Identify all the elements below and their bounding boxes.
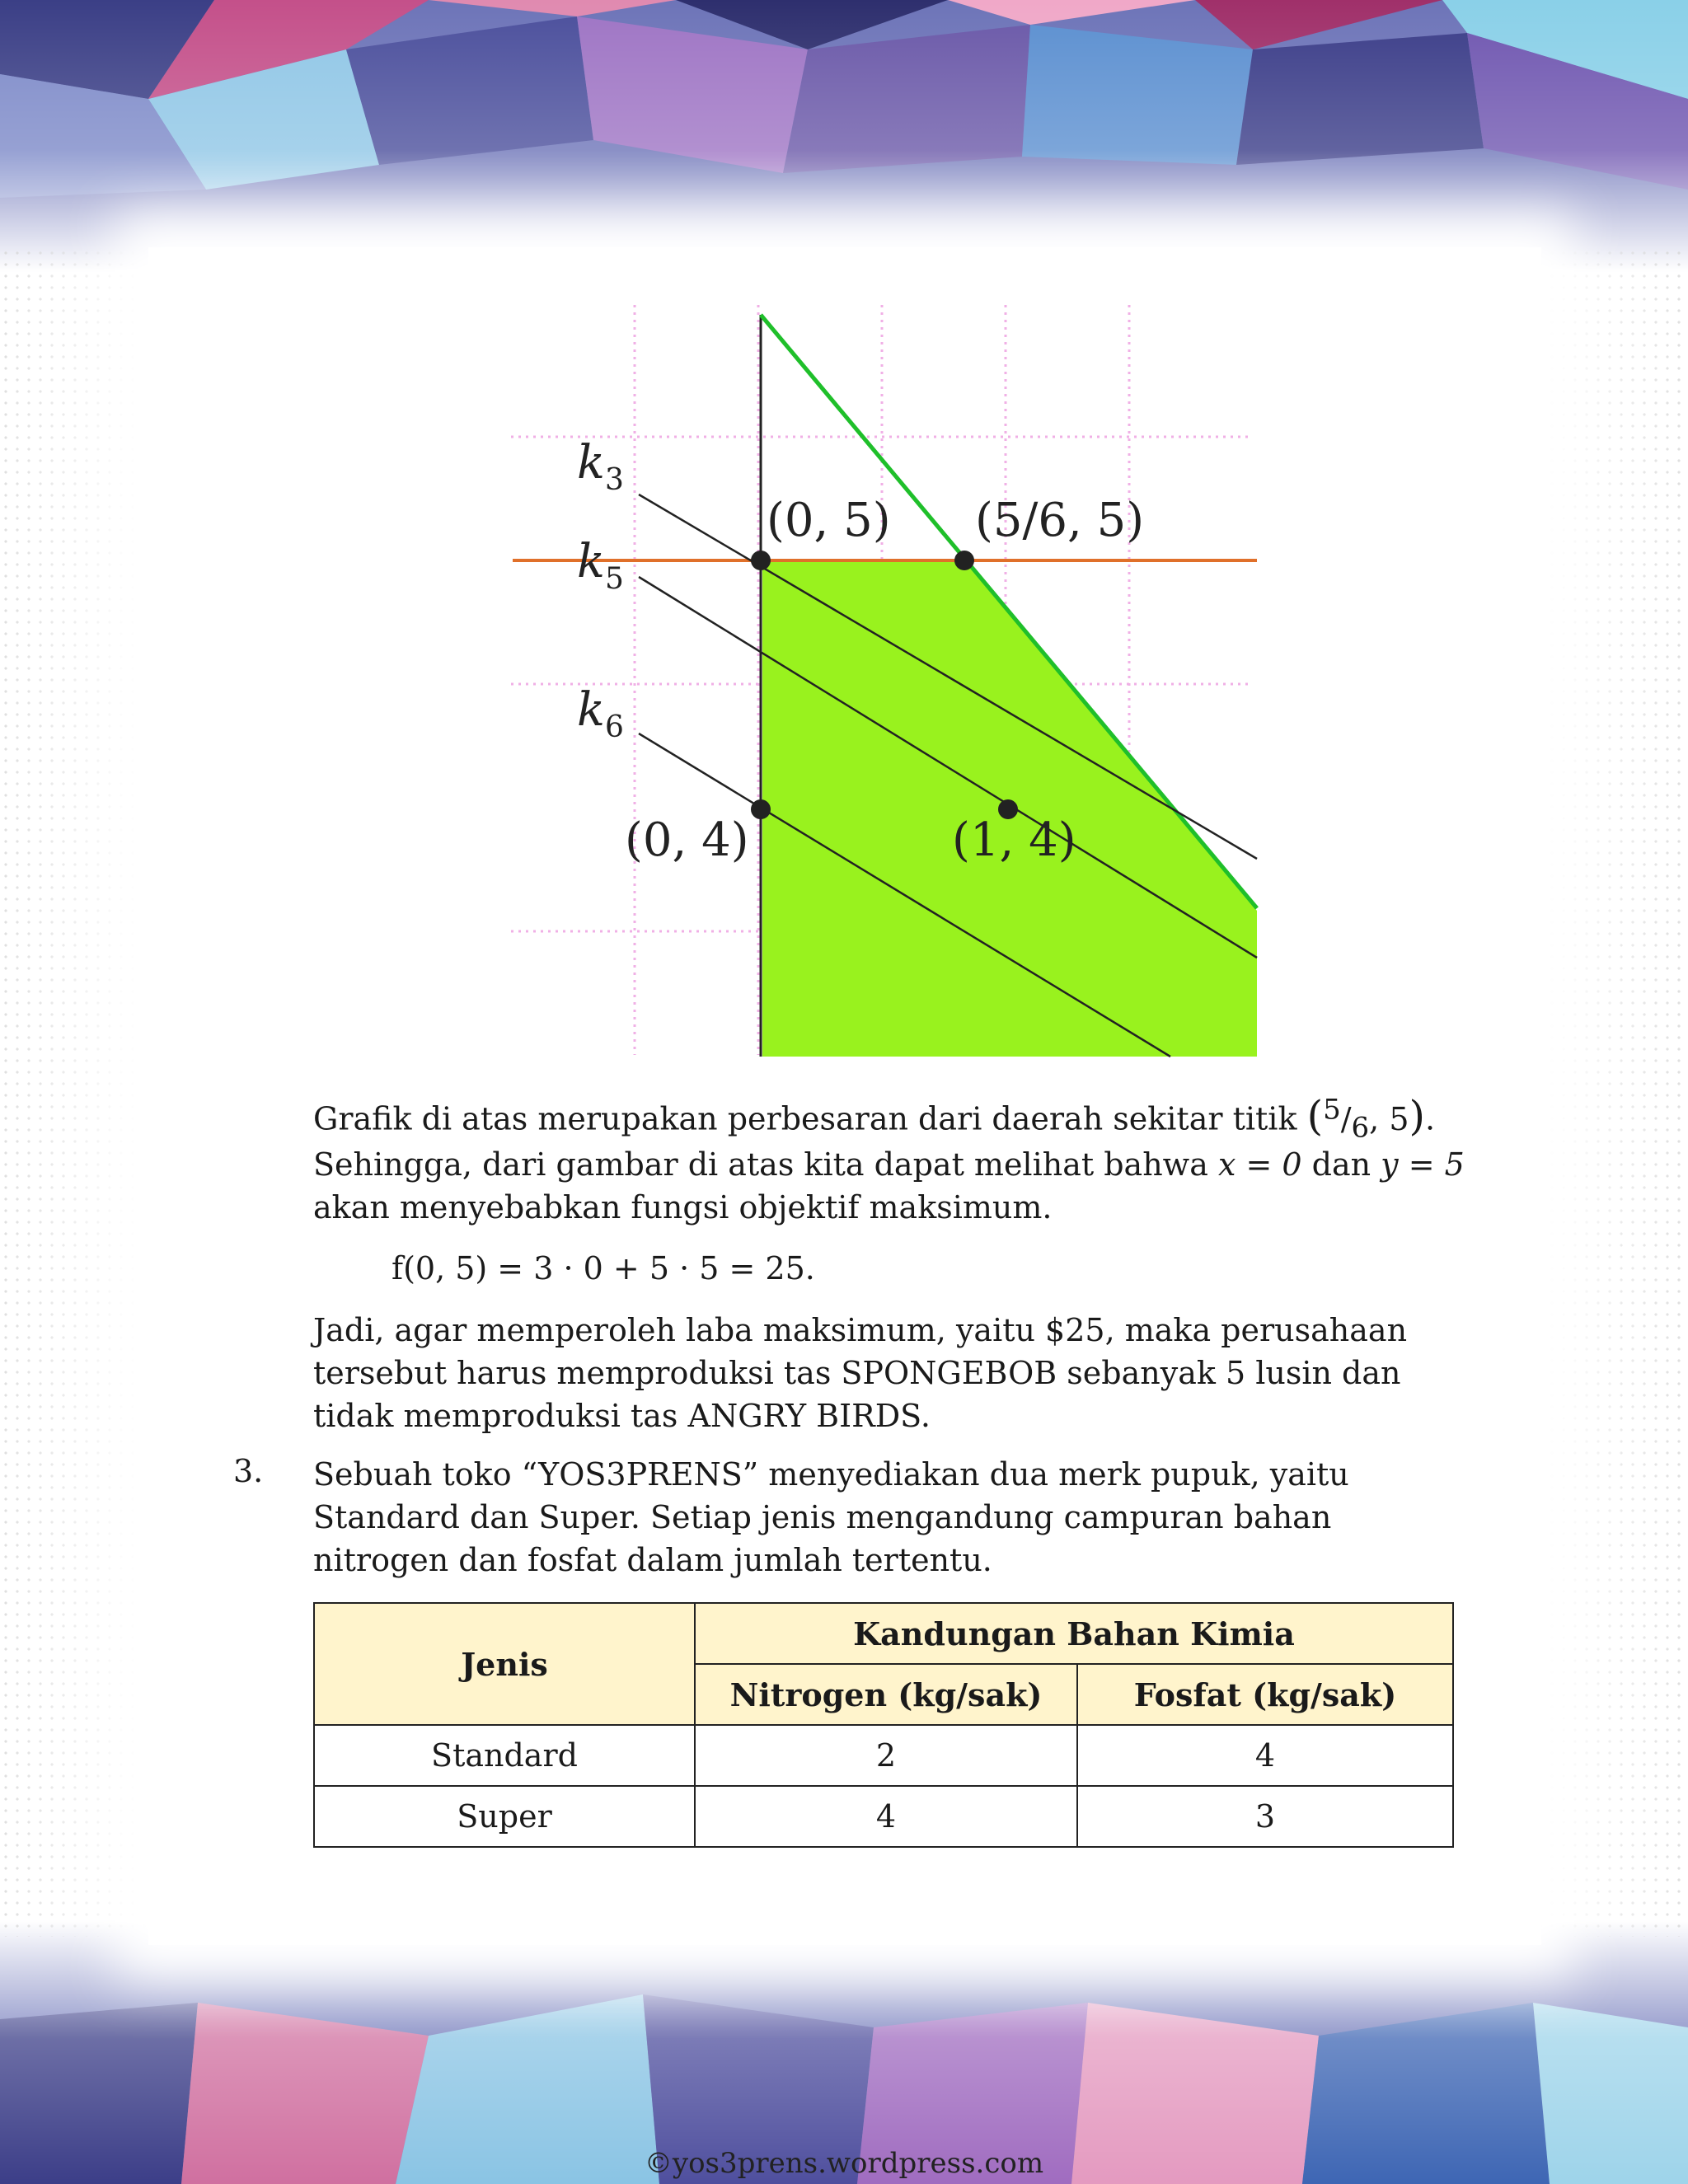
cell-fosfat: 3 xyxy=(1077,1786,1453,1847)
header-nitrogen: Nitrogen (kg/sak) xyxy=(695,1664,1077,1725)
cell-fosfat: 4 xyxy=(1077,1725,1453,1786)
item-3-text xyxy=(313,1453,1467,1582)
cell-nitrogen: 4 xyxy=(695,1786,1077,1847)
footer-watermark: ©yos3prens.wordpress.com xyxy=(644,2147,1044,2180)
cell-jenis: Super xyxy=(314,1786,695,1847)
table-row xyxy=(314,1786,1453,1847)
objective-equation-text: f(0, 5) = 3 · 0 + 5 · 5 = 25. xyxy=(392,1250,815,1286)
label-k5: $k_5$ xyxy=(577,535,624,596)
header-kandungan: Kandungan Bahan Kimia xyxy=(695,1603,1453,1664)
paragraph-conclusion xyxy=(313,1143,1467,1229)
paragraph-answer-text: Jadi, agar memperoleh laba maksimum, yaitu $25, maka perusahaan tersebut harus memproduksi tas SPONGEBOB sebanyak 5 lusin dan tidak memproduksi tas ANGRY BIRDS. xyxy=(313,1312,1408,1434)
y-equation: y = 5 xyxy=(1381,1146,1465,1183)
fraction-numerator: 5 xyxy=(1323,1093,1341,1126)
header-jenis: Jenis xyxy=(314,1603,695,1725)
top-decorative-banner xyxy=(0,0,1688,272)
bottom-decorative-banner xyxy=(0,1920,1688,2184)
point-5-6-5 xyxy=(954,551,974,570)
paragraph-graph-note-end: . xyxy=(1425,1100,1436,1137)
header-fosfat: Fosfat (kg/sak) xyxy=(1077,1664,1453,1725)
label-point-1-4: (1, 4) xyxy=(952,813,1076,867)
paragraph-graph-note-text: Grafik di atas merupakan perbesaran dari daerah sekitar titik xyxy=(313,1100,1307,1137)
fraction-denominator: 6 xyxy=(1351,1111,1370,1145)
cell-jenis: Standard xyxy=(314,1725,695,1786)
item-3-paragraph: Sebuah toko “YOS3PRENS” menyediakan dua merk pupuk, yaitu Standard dan Super. Setiap jenis mengandung campuran bahan nitrogen dan fosfat dalam jumlah tertentu. xyxy=(313,1456,1349,1578)
feasible-region-graph xyxy=(495,305,1269,1063)
paragraph-conclusion-mid: dan xyxy=(1301,1146,1381,1183)
point-0-4 xyxy=(751,799,771,819)
x-equation: x = 0 xyxy=(1217,1146,1302,1183)
label-point-0-5: (0, 5) xyxy=(767,494,891,547)
label-point-5-6-5: (5/6, 5) xyxy=(975,494,1145,547)
cell-nitrogen: 2 xyxy=(695,1725,1077,1786)
table-row xyxy=(314,1725,1453,1786)
paragraph-conclusion-lead: Sehingga, dari gambar di atas kita dapat melihat bahwa xyxy=(313,1146,1218,1183)
item-number: 3. xyxy=(233,1453,264,1489)
paragraph-answer xyxy=(313,1309,1467,1437)
fraction-point: ($^5/_6$, 5) xyxy=(1306,1091,1426,1145)
label-point-0-4: (0, 4) xyxy=(625,813,749,867)
paragraph-graph-note xyxy=(313,1088,1467,1149)
point-0-5 xyxy=(751,551,771,570)
right-dot-pattern xyxy=(1523,247,1688,1937)
left-dot-pattern xyxy=(0,247,165,1937)
fertilizer-table xyxy=(313,1602,1454,1848)
label-k6: $k_6$ xyxy=(577,683,624,744)
objective-equation xyxy=(392,1247,1545,1290)
label-k3: $k_3$ xyxy=(577,436,624,497)
point-tail: , 5 xyxy=(1369,1100,1409,1137)
paragraph-conclusion-tail: akan menyebabkan fungsi objektif maksimum. xyxy=(313,1189,1053,1226)
